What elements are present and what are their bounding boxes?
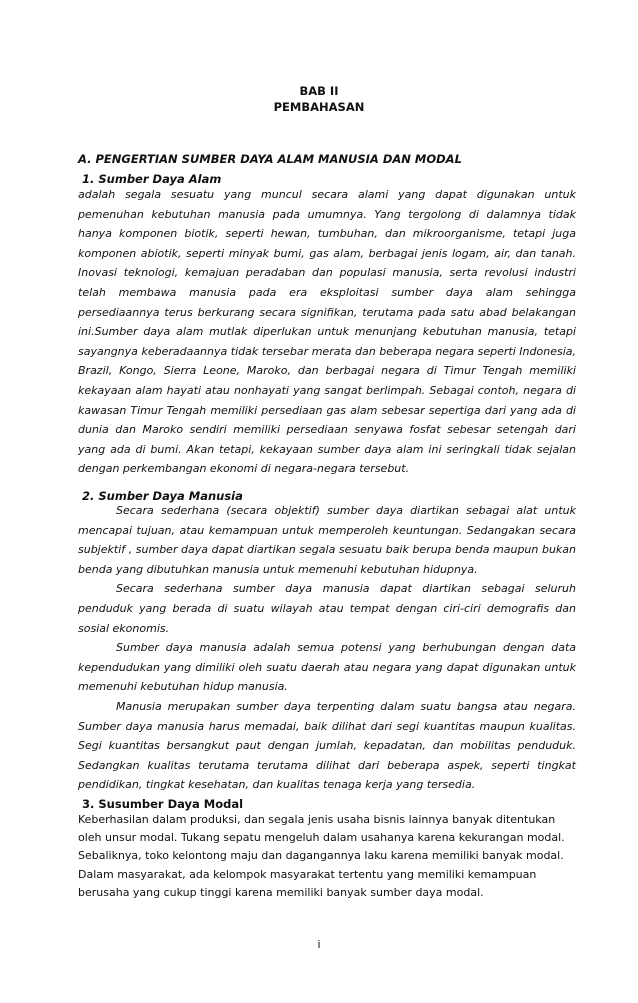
subsection-1-body	[78, 185, 576, 479]
paragraph: Sumber daya manusia adalah semua potensi yang berhubungan dengan data kependudukan yang dimiliki oleh suatu daerah atau negara yang dapat digunakan untuk memenuhi kebutuhan hidup manusia.	[78, 641, 576, 694]
paragraph: Secara sederhana (secara objektif) sumber daya diartikan sebagai alat untuk mencapai tujuan, atau kemampuan untuk memperoleh keuntungan. Sedangakan secara subjektif , sumber daya dapat diartikan segala sesuatu baik berupa benda maupun bukan benda yang dibutuhkan manusia untuk memenuhi kebutuhan hidupnya.	[78, 504, 576, 576]
subsection-1-heading: 1. Sumber Daya Alam	[82, 172, 222, 186]
paragraph: Secara sederhana sumber daya manusia dapat diartikan sebagai seluruh penduduk yang berada di suatu wilayah atau tempat dengan ciri-ciri demografis dan sosial ekonomis.	[78, 582, 576, 635]
subsection-2-heading: 2. Sumber Daya Manusia	[82, 489, 243, 503]
chapter-number: BAB II	[299, 84, 339, 98]
subsection-2-body	[78, 501, 576, 795]
section-a-heading: A. PENGERTIAN SUMBER DAYA ALAM MANUSIA DAN MODAL	[78, 152, 462, 166]
paragraph: adalah segala sesuatu yang muncul secara alami yang dapat digunakan untuk pemenuhan kebutuhan manusia pada umumnya. Yang tergolong di dalamnya tidak hanya komponen biotik, seperti hewan, tumbuhan, dan mikroorganisme, tetapi juga komponen abiotik, seperti minyak bumi, gas alam, berbagai jenis logam, air, dan tanah. Inovasi teknologi, kemajuan peradaban dan populasi manusia, serta revolusi industri telah membawa manusia pada era eksploitasi sumber daya alam sehingga persediaannya terus berkurang secara signifikan, terutama pada satu abad belakangan ini.Sumber daya alam mutlak diperlukan untuk menunjang kebutuhan manusia, tetapi sayangnya keberadaannya tidak tersebar merata dan beberapa negara seperti Indonesia, Brazil, Kongo, Sierra Leone, Maroko, dan berbagai negara di Timur Tengah memiliki kekayaan alam hayati atau nonhayati yang sangat berlimpah. Sebagai contoh, negara di kawasan Timur Tengah memiliki persediaan gas alam sebesar sepertiga dari yang ada di dunia dan Maroko sendiri memiliki persediaan senyawa fosfat sebesar setengah dari yang ada di bumi. Akan tetapi, kekayaan sumber daya alam ini seringkali tidak sejalan dengan perkembangan ekonomi di negara-negara tersebut.	[78, 188, 576, 476]
paragraph: Manusia merupakan sumber daya terpenting dalam suatu bangsa atau negara. Sumber daya manusia harus memadai, baik dilihat dari segi kuantitas maupun kualitas. Segi kuantitas bersangkut paut dengan jumlah, kepadatan, dan mobilitas penduduk. Sedangkan kualitas terutama terutama dilihat dari beberapa aspek, seperti tingkat pendidikan, tingkat kesehatan, dan kualitas tenaga kerja yang tersedia.	[78, 699, 576, 792]
page-number: i	[317, 938, 321, 951]
subsection-3-body	[78, 811, 576, 902]
subsection-3-heading: 3. Susumber Daya Modal	[82, 797, 244, 811]
chapter-title: PEMBAHASAN	[273, 100, 365, 114]
paragraph: Keberhasilan dalam produksi, dan segala jenis usaha bisnis lainnya banyak ditentukan oleh unsur modal. Tukang sepatu mengeluh dalam usahanya karena kekurangan modal. Sebaliknya, toko kelontong maju dan dagangannya laku karena memiliki banyak modal. Dalam masyarakat, ada kelompok masyarakat tertentu yang memiliki kemampuan berusaha yang cukup tinggi karena memiliki banyak sumber daya modal.	[78, 813, 565, 899]
